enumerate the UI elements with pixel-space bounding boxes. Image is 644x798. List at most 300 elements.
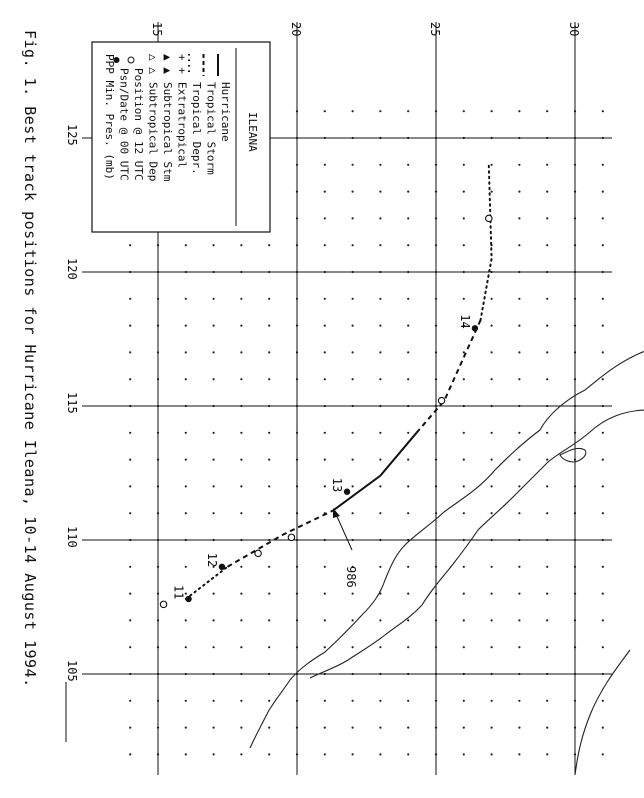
grid-dot: [352, 191, 354, 193]
grid-dot: [352, 727, 354, 729]
grid-dot: [407, 700, 409, 702]
grid-dot: [268, 351, 270, 353]
grid-dot: [407, 298, 409, 300]
grid-dot: [240, 432, 242, 434]
grid-dot: [268, 593, 270, 595]
grid-dot: [518, 298, 520, 300]
grid-dot: [129, 727, 131, 729]
grid-dot: [463, 459, 465, 461]
grid-dot: [463, 727, 465, 729]
grid-dot: [213, 646, 215, 648]
grid-dot: [518, 459, 520, 461]
grid-dot: [185, 753, 187, 755]
grid-dot: [185, 646, 187, 648]
grid-dot: [324, 110, 326, 112]
subtropical-storm-triangle-icon: ▲ ▲: [161, 54, 174, 74]
grid-dot: [240, 325, 242, 327]
position-12utc-marker: [288, 534, 294, 540]
pressure-arrowhead: [333, 508, 340, 518]
subtropical-depression-triangle-icon: △ △: [146, 54, 160, 74]
grid-dot: [491, 378, 493, 380]
grid-dot: [463, 619, 465, 621]
grid-dot: [324, 459, 326, 461]
grid-dot: [240, 485, 242, 487]
grid-dot: [518, 325, 520, 327]
track-segment: [333, 433, 416, 511]
longitude-label: 115: [65, 392, 79, 414]
grid-dot: [379, 485, 381, 487]
grid-dot: [546, 512, 548, 514]
grid-dot: [213, 619, 215, 621]
grid-dot: [213, 432, 215, 434]
grid-dot: [352, 619, 354, 621]
grid-dot: [268, 485, 270, 487]
grid-dot: [546, 566, 548, 568]
date-label: 14: [457, 314, 472, 329]
grid-dot: [546, 593, 548, 595]
grid-dot: [407, 378, 409, 380]
grid-dot: [213, 700, 215, 702]
grid-dot: [546, 191, 548, 193]
grid-dot: [379, 217, 381, 219]
legend: [92, 42, 270, 232]
legend-item-label: Subtropical Dep: [146, 82, 160, 182]
grid-dot: [491, 727, 493, 729]
legend-item-label: PPP Min. Pres. (mb): [103, 54, 116, 180]
grid-dot: [491, 619, 493, 621]
grid-dot: [185, 244, 187, 246]
grid-dot: [379, 298, 381, 300]
grid-dot: [352, 459, 354, 461]
grid-dot: [185, 700, 187, 702]
grid-dot: [324, 378, 326, 380]
grid-dot: [602, 164, 604, 166]
grid-dot: [268, 646, 270, 648]
grid-dot: [129, 753, 131, 755]
track-date-labels: [172, 314, 472, 599]
grid-dot: [213, 351, 215, 353]
grid-dot: [463, 378, 465, 380]
grid-dot: [546, 298, 548, 300]
date-label: 11: [171, 584, 186, 600]
grid-dot: [463, 110, 465, 112]
grid-dot: [518, 485, 520, 487]
grid-dot: [129, 432, 131, 434]
grid-dot: [463, 485, 465, 487]
grid-dot: [185, 512, 187, 514]
grid-dot: [352, 351, 354, 353]
longitude-label: 110: [65, 526, 79, 548]
grid-dot: [379, 325, 381, 327]
grid-dot: [491, 646, 493, 648]
grid-dot: [324, 217, 326, 219]
grid-dot: [407, 566, 409, 568]
grid-dot: [407, 727, 409, 729]
grid-dot: [463, 432, 465, 434]
grid-dot: [546, 244, 548, 246]
grid-dot: [185, 432, 187, 434]
grid-dot: [324, 164, 326, 166]
grid-dot: [129, 485, 131, 487]
grid-dot: [352, 378, 354, 380]
grid-dot: [379, 566, 381, 568]
grid-dot: [407, 593, 409, 595]
grid-dot: [268, 298, 270, 300]
grid-dot: [268, 244, 270, 246]
grid-dot: [602, 378, 604, 380]
grid-dot: [324, 298, 326, 300]
grid-dot: [240, 646, 242, 648]
grid-dot: [463, 164, 465, 166]
latitude-label: 20: [289, 22, 303, 37]
grid-dot: [324, 244, 326, 246]
legend-item: [103, 54, 116, 180]
grid-dot: [491, 593, 493, 595]
grid-dot: [602, 727, 604, 729]
grid-dot: [407, 217, 409, 219]
grid-dot: [518, 217, 520, 219]
grid-dot: [129, 619, 131, 621]
grid-dot: [352, 646, 354, 648]
legend-item-label: Subtropical Stm: [161, 82, 174, 182]
grid-dot: [268, 512, 270, 514]
grid-dot: [129, 646, 131, 648]
grid-dot: [602, 646, 604, 648]
grid-dot: [268, 566, 270, 568]
grid-dot: [407, 619, 409, 621]
grid-dot: [407, 110, 409, 112]
grid-dot: [546, 700, 548, 702]
grid-dot: [407, 753, 409, 755]
grid-dot: [546, 646, 548, 648]
grid-dot: [518, 378, 520, 380]
grid-dot: [379, 753, 381, 755]
grid-dot: [240, 753, 242, 755]
grid-dot: [268, 325, 270, 327]
grid-dot: [379, 244, 381, 246]
track-segment: [228, 511, 334, 567]
legend-item: [147, 54, 160, 181]
legend-item-label: Position @ 12 UTC: [132, 68, 145, 181]
track-markers: [160, 215, 492, 607]
grid-dot: [379, 700, 381, 702]
grid-dot: [324, 646, 326, 648]
grid-dot: [352, 753, 354, 755]
grid-dot: [185, 566, 187, 568]
longitude-label: 120: [65, 258, 79, 280]
grid-dot: [491, 485, 493, 487]
grid-dot: [407, 485, 409, 487]
grid-dot: [129, 459, 131, 461]
grid-dot: [602, 110, 604, 112]
date-label: 12: [204, 552, 219, 568]
grid-dot: [463, 646, 465, 648]
grid-dot: [268, 619, 270, 621]
grid-dot: [602, 512, 604, 514]
grid-dot: [463, 753, 465, 755]
position-12utc-marker: [486, 215, 492, 221]
grid-dot: [491, 432, 493, 434]
grid-dot: [324, 485, 326, 487]
grid-dot: [407, 244, 409, 246]
grid-dot: [213, 244, 215, 246]
grid-dot: [602, 432, 604, 434]
grid-dot: [185, 325, 187, 327]
position-12utc-marker: [160, 601, 166, 607]
grid-dot: [407, 164, 409, 166]
grid-dot: [352, 244, 354, 246]
grid-dot: [602, 351, 604, 353]
grid-dot: [379, 727, 381, 729]
grid-dot: [546, 164, 548, 166]
grid-dot: [379, 191, 381, 193]
grid-dot: [185, 485, 187, 487]
grid-dot: [213, 298, 215, 300]
grid-dot: [324, 432, 326, 434]
longitude-label: 105: [65, 660, 79, 682]
grid-dot: [240, 727, 242, 729]
grid-dot: [352, 164, 354, 166]
grid-dot: [546, 378, 548, 380]
grid-dot: [491, 191, 493, 193]
grid-dot: [185, 298, 187, 300]
grid-dot: [324, 700, 326, 702]
extratropical-plus-icon: + +: [175, 54, 189, 74]
grid-dot: [379, 646, 381, 648]
grid-dot: [546, 459, 548, 461]
open-circle-icon: [128, 57, 134, 63]
grid-dot: [240, 619, 242, 621]
figure-caption: Fig. 1. Best track positions for Hurricane Ileana, 10-14 August 1994.: [21, 30, 39, 688]
grid-dot: [407, 325, 409, 327]
grid-dot: [379, 351, 381, 353]
grid-dot: [546, 432, 548, 434]
grid-dot: [268, 378, 270, 380]
track-segment: [186, 567, 228, 599]
grid-dot: [518, 753, 520, 755]
grid-dot: [602, 753, 604, 755]
grid-dot: [518, 512, 520, 514]
longitude-labels: [65, 124, 79, 682]
grid-dot: [379, 110, 381, 112]
grid-dot: [602, 593, 604, 595]
grid-dot: [463, 700, 465, 702]
grid-dot: [129, 244, 131, 246]
grid-dot: [129, 593, 131, 595]
grid-dot: [268, 700, 270, 702]
grid-dot: [518, 351, 520, 353]
grid-dot: [352, 432, 354, 434]
grid-dot: [240, 512, 242, 514]
grid-dot: [463, 566, 465, 568]
grid-dot: [324, 619, 326, 621]
grid-dot: [379, 459, 381, 461]
grid-dot: [546, 753, 548, 755]
grid-dot: [379, 432, 381, 434]
grid-dot: [240, 459, 242, 461]
grid-dot: [518, 727, 520, 729]
grid-dot: [324, 351, 326, 353]
grid-dot: [268, 432, 270, 434]
grid-dot: [352, 217, 354, 219]
latitude-labels: [150, 22, 581, 36]
grid-dot: [129, 325, 131, 327]
grid-dot: [324, 566, 326, 568]
date-label: 13: [330, 477, 345, 493]
grid-dot: [268, 459, 270, 461]
legend-item-label: Tropical Storm: [204, 82, 218, 175]
grid-dot: [546, 619, 548, 621]
grid-dot: [491, 512, 493, 514]
grid-dot: [518, 619, 520, 621]
coastline: [250, 350, 644, 775]
grid-dot: [352, 512, 354, 514]
grid-dot: [407, 646, 409, 648]
grid-dot: [352, 593, 354, 595]
grid-dot: [491, 351, 493, 353]
track-segment: [481, 165, 492, 320]
grid-dot: [602, 566, 604, 568]
grid-dot: [546, 485, 548, 487]
grid-dot: [518, 244, 520, 246]
grid-dot: [546, 217, 548, 219]
grid-dot: [518, 593, 520, 595]
legend-title: ILEANA: [246, 112, 259, 152]
grid-dot: [185, 459, 187, 461]
grid-dot: [407, 191, 409, 193]
grid-dot: [185, 378, 187, 380]
grid-dot: [240, 593, 242, 595]
grid-dot: [463, 593, 465, 595]
grid-dot: [518, 110, 520, 112]
grid-dot: [491, 298, 493, 300]
grid-dot: [602, 244, 604, 246]
grid-dot: [379, 512, 381, 514]
grid-dot: [518, 432, 520, 434]
grid-dot: [213, 727, 215, 729]
grid-dot: [602, 325, 604, 327]
position-12utc-marker: [438, 397, 444, 403]
grid-dot: [268, 753, 270, 755]
grid-dot: [518, 646, 520, 648]
grid-dot: [407, 512, 409, 514]
grid-dot: [463, 512, 465, 514]
grid-dot: [602, 485, 604, 487]
latitude-label: 15: [150, 22, 164, 37]
grid-dot: [129, 378, 131, 380]
grid-dot: [324, 593, 326, 595]
grid-dot: [129, 700, 131, 702]
legend-item: [161, 54, 174, 182]
grid-dot: [602, 459, 604, 461]
legend-item: [176, 54, 189, 168]
grid-dot: [491, 700, 493, 702]
grid-dot: [602, 191, 604, 193]
grid-dot: [491, 164, 493, 166]
grid-dot: [240, 378, 242, 380]
grid-dot: [240, 566, 242, 568]
grid-dot: [129, 351, 131, 353]
grid-dot: [213, 753, 215, 755]
grid-dot: [602, 217, 604, 219]
grid-dot: [352, 700, 354, 702]
grid-dot: [213, 459, 215, 461]
grid-dot: [268, 727, 270, 729]
grid-dot: [491, 325, 493, 327]
grid-dot: [324, 325, 326, 327]
grid-dot: [240, 298, 242, 300]
legend-item-label: Psn/Date @ 00 UTC: [117, 68, 131, 181]
grid-dot: [602, 298, 604, 300]
legend-item-label: Tropical Depr.: [190, 82, 203, 175]
grid-dot: [129, 298, 131, 300]
grid-dot: [379, 619, 381, 621]
grid-dot: [518, 191, 520, 193]
grid-dot: [407, 351, 409, 353]
grid-dot: [518, 164, 520, 166]
grid-dot: [185, 727, 187, 729]
grid-dot: [324, 727, 326, 729]
grid-dot: [463, 217, 465, 219]
track-segment: [417, 320, 481, 433]
grid-dot: [491, 566, 493, 568]
grid-dot: [491, 753, 493, 755]
grid-dot: [240, 244, 242, 246]
grid-dot: [491, 110, 493, 112]
grid-dot: [240, 700, 242, 702]
grid-dot: [352, 485, 354, 487]
grid-dot: [352, 325, 354, 327]
grid-dot: [491, 459, 493, 461]
grid-dot: [129, 566, 131, 568]
grid-dot: [463, 191, 465, 193]
grid-dot: [379, 164, 381, 166]
min-pressure-label: 986: [344, 566, 358, 588]
pressure-pointer: [335, 512, 352, 550]
grid-dot: [602, 619, 604, 621]
grid-dot: [213, 325, 215, 327]
grid-dot: [213, 593, 215, 595]
legend-item-label: Hurricane: [219, 82, 232, 142]
grid-dot: [546, 727, 548, 729]
position-12utc-marker: [255, 550, 261, 556]
latitude-label: 25: [428, 22, 442, 37]
grid-dot: [324, 191, 326, 193]
grid-dot: [240, 351, 242, 353]
grid-dot: [213, 378, 215, 380]
grid-dot: [213, 512, 215, 514]
grid-dot: [602, 700, 604, 702]
grid-dot: [129, 512, 131, 514]
grid-dot: [379, 378, 381, 380]
grid-dot: [407, 432, 409, 434]
grid-dot: [546, 351, 548, 353]
grid-dot: [185, 351, 187, 353]
grid-dot: [546, 110, 548, 112]
grid-dot: [518, 566, 520, 568]
legend-item-label: Extratropical: [175, 82, 189, 169]
grid-dot: [185, 619, 187, 621]
min-pressure-annotation: [333, 508, 358, 588]
grid-dot: [463, 298, 465, 300]
grid-dot: [352, 110, 354, 112]
longitude-label: 125: [65, 124, 79, 146]
grid-dot: [324, 753, 326, 755]
grid-dot: [213, 485, 215, 487]
grid-dot: [352, 298, 354, 300]
grid-dot: [546, 325, 548, 327]
grid-dot: [407, 459, 409, 461]
